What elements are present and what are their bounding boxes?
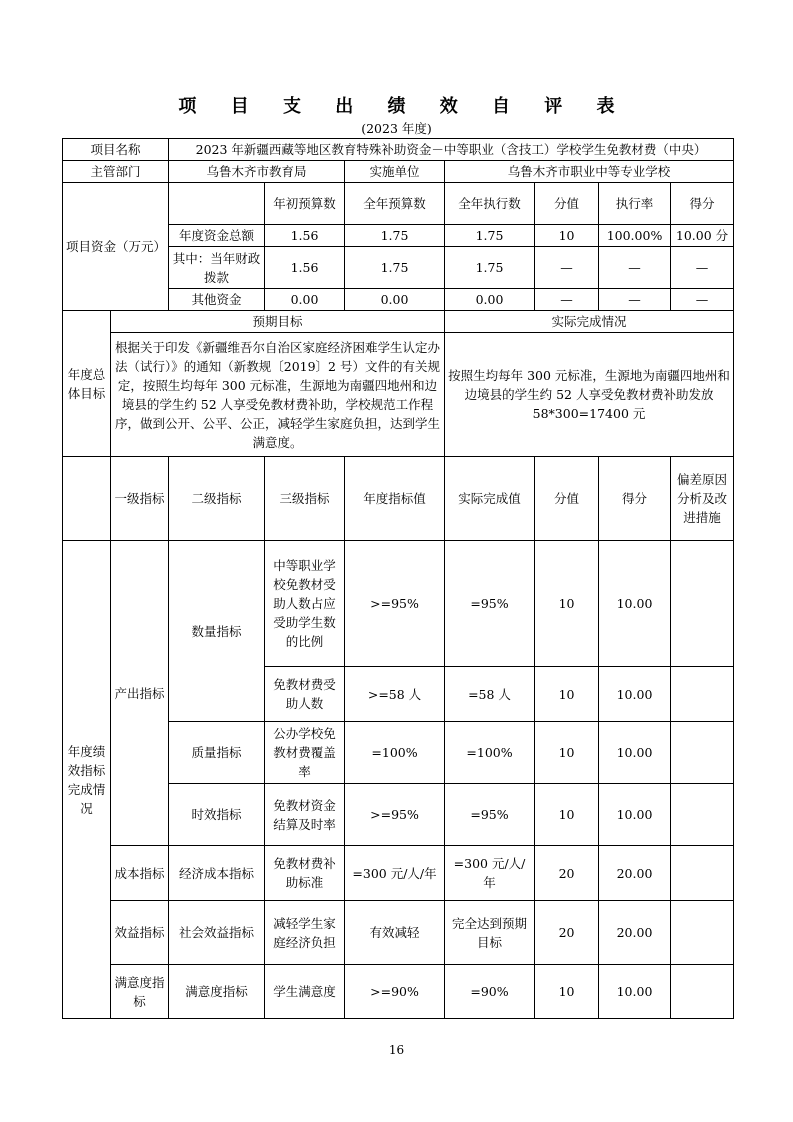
level3-indicator: 免教材费补助标准	[265, 846, 345, 901]
actual-value: =300 元/人/年	[445, 846, 535, 901]
points-value: 10.00	[599, 667, 671, 722]
actual-value: =95%	[445, 784, 535, 846]
target-value: >=95%	[345, 784, 445, 846]
deviation-note	[671, 901, 734, 965]
actual-value: =95%	[445, 541, 535, 667]
funds-corner-cell	[169, 183, 265, 225]
funds-header-row	[63, 183, 734, 225]
actual-value: =90%	[445, 965, 535, 1019]
funds-cell: 0.00	[345, 289, 445, 311]
score-value: 20	[535, 846, 599, 901]
level3-indicator: 免教材资金结算及时率	[265, 784, 345, 846]
perf-header-cell: 三级指标	[265, 457, 345, 541]
points-value: 10.00	[599, 965, 671, 1019]
project-name-row	[63, 139, 734, 161]
expected-goal-header: 预期目标	[111, 311, 445, 333]
page-title: 项 目 支 出 绩 效 自 评 表	[178, 96, 629, 117]
project-name-label: 项目名称	[63, 139, 169, 161]
funds-label: 项目资金（万元）	[63, 183, 169, 311]
perf-header-cell: 一级指标	[111, 457, 169, 541]
project-name-value: 2023 年新疆西藏等地区教育特殊补助资金－中等职业（含技工）学校学生免教材费（中央）	[169, 139, 734, 161]
deviation-note	[671, 722, 734, 784]
level2-indicator: 质量指标	[169, 722, 265, 784]
target-value: >=58 人	[345, 667, 445, 722]
score-value: 10	[535, 965, 599, 1019]
funds-row-name: 年度资金总额	[169, 225, 265, 247]
level2-indicator: 数量指标	[169, 541, 265, 722]
funds-cell: —	[535, 247, 599, 289]
funds-cell: —	[671, 289, 734, 311]
funds-row-name: 其他资金	[169, 289, 265, 311]
indicator-row	[63, 846, 734, 901]
level2-indicator: 社会效益指标	[169, 901, 265, 965]
level3-indicator: 中等职业学校免教材受助人数占应受助学生数的比例	[265, 541, 345, 667]
level1-indicator: 产出指标	[111, 541, 169, 846]
report-year: (2023 年度)	[361, 121, 432, 136]
funds-header-cell: 分值	[535, 183, 599, 225]
funds-header-cell: 得分	[671, 183, 734, 225]
score-value: 10	[535, 722, 599, 784]
actual-value: =58 人	[445, 667, 535, 722]
funds-cell: 1.56	[265, 247, 345, 289]
deviation-note	[671, 667, 734, 722]
level2-indicator: 经济成本指标	[169, 846, 265, 901]
funds-cell: 10.00 分	[671, 225, 734, 247]
level1-indicator: 满意度指标	[111, 965, 169, 1019]
funds-cell: —	[535, 289, 599, 311]
perf-header-cell: 分值	[535, 457, 599, 541]
level3-indicator: 减轻学生家庭经济负担	[265, 901, 345, 965]
funds-cell: 1.75	[445, 225, 535, 247]
page-number: 16	[388, 1043, 405, 1057]
dept-value: 乌鲁木齐市教育局	[169, 161, 345, 183]
funds-header-cell: 执行率	[599, 183, 671, 225]
deviation-note	[671, 541, 734, 667]
perf-header-cell: 偏差原因分析及改进措施	[671, 457, 734, 541]
actual-goal-header: 实际完成情况	[445, 311, 734, 333]
funds-cell: —	[599, 289, 671, 311]
perf-header-cell: 年度指标值	[345, 457, 445, 541]
impl-label: 实施单位	[345, 161, 445, 183]
funds-cell: 1.75	[345, 225, 445, 247]
funds-header-cell: 年初预算数	[265, 183, 345, 225]
points-value: 20.00	[599, 846, 671, 901]
actual-value: =100%	[445, 722, 535, 784]
level2-indicator: 时效指标	[169, 784, 265, 846]
target-value: >=90%	[345, 965, 445, 1019]
expected-goal-text: 根据关于印发《新疆维吾尔自治区家庭经济困难学生认定办法（试行）》的通知（新教规〔2019〕2 号）文件的有关规定，按照生均每年 300 元标准，生源地为南疆四地州和边境县的学生约 52 人享受免教材费补助，学校规范工作程序，做到公开、公平、公正，减轻学生家庭负担，达到学生满意度。	[111, 333, 445, 457]
funds-cell: 1.75	[345, 247, 445, 289]
funds-cell: 100.00%	[599, 225, 671, 247]
funds-header-cell: 全年执行数	[445, 183, 535, 225]
funds-cell: —	[671, 247, 734, 289]
target-value: =300 元/人/年	[345, 846, 445, 901]
funds-cell: 0.00	[265, 289, 345, 311]
goal-content-row	[63, 333, 734, 457]
funds-cell: 1.75	[445, 247, 535, 289]
score-value: 10	[535, 541, 599, 667]
target-value: >=95%	[345, 541, 445, 667]
points-value: 10.00	[599, 784, 671, 846]
actual-value: 完全达到预期目标	[445, 901, 535, 965]
points-value: 10.00	[599, 541, 671, 667]
deviation-note	[671, 784, 734, 846]
indicator-row	[63, 965, 734, 1019]
target-value: =100%	[345, 722, 445, 784]
actual-goal-text: 按照生均每年 300 元标准，生源地为南疆四地州和边境县的学生约 52 人享受免教材费补助发放 58*300=17400 元	[445, 333, 734, 457]
perf-header-cell: 实际完成值	[445, 457, 535, 541]
level1-indicator: 效益指标	[111, 901, 169, 965]
indicator-row	[63, 541, 734, 667]
perf-label: 年度绩效指标完成情况	[63, 541, 111, 1019]
level2-indicator: 满意度指标	[169, 965, 265, 1019]
perf-header-cell: 得分	[599, 457, 671, 541]
goal-label: 年度总体目标	[63, 311, 111, 457]
funds-header-cell: 全年预算数	[345, 183, 445, 225]
goal-header-row	[63, 311, 734, 333]
points-value: 20.00	[599, 901, 671, 965]
funds-cell: —	[599, 247, 671, 289]
score-value: 20	[535, 901, 599, 965]
indicator-row	[63, 901, 734, 965]
performance-table	[62, 138, 734, 1019]
perf-header-row	[63, 457, 734, 541]
funds-cell: 1.56	[265, 225, 345, 247]
level3-indicator: 学生满意度	[265, 965, 345, 1019]
score-value: 10	[535, 784, 599, 846]
funds-cell: 0.00	[445, 289, 535, 311]
level3-indicator: 公办学校免教材费覆盖率	[265, 722, 345, 784]
deviation-note	[671, 965, 734, 1019]
points-value: 10.00	[599, 722, 671, 784]
funds-row-name: 其中：当年财政拨款	[169, 247, 265, 289]
department-row	[63, 161, 734, 183]
deviation-note	[671, 846, 734, 901]
target-value: 有效减轻	[345, 901, 445, 965]
perf-corner-cell	[63, 457, 111, 541]
score-value: 10	[535, 667, 599, 722]
level3-indicator: 免教材费受助人数	[265, 667, 345, 722]
perf-header-cell: 二级指标	[169, 457, 265, 541]
funds-cell: 10	[535, 225, 599, 247]
impl-value: 乌鲁木齐市职业中等专业学校	[445, 161, 734, 183]
dept-label: 主管部门	[63, 161, 169, 183]
level1-indicator: 成本指标	[111, 846, 169, 901]
